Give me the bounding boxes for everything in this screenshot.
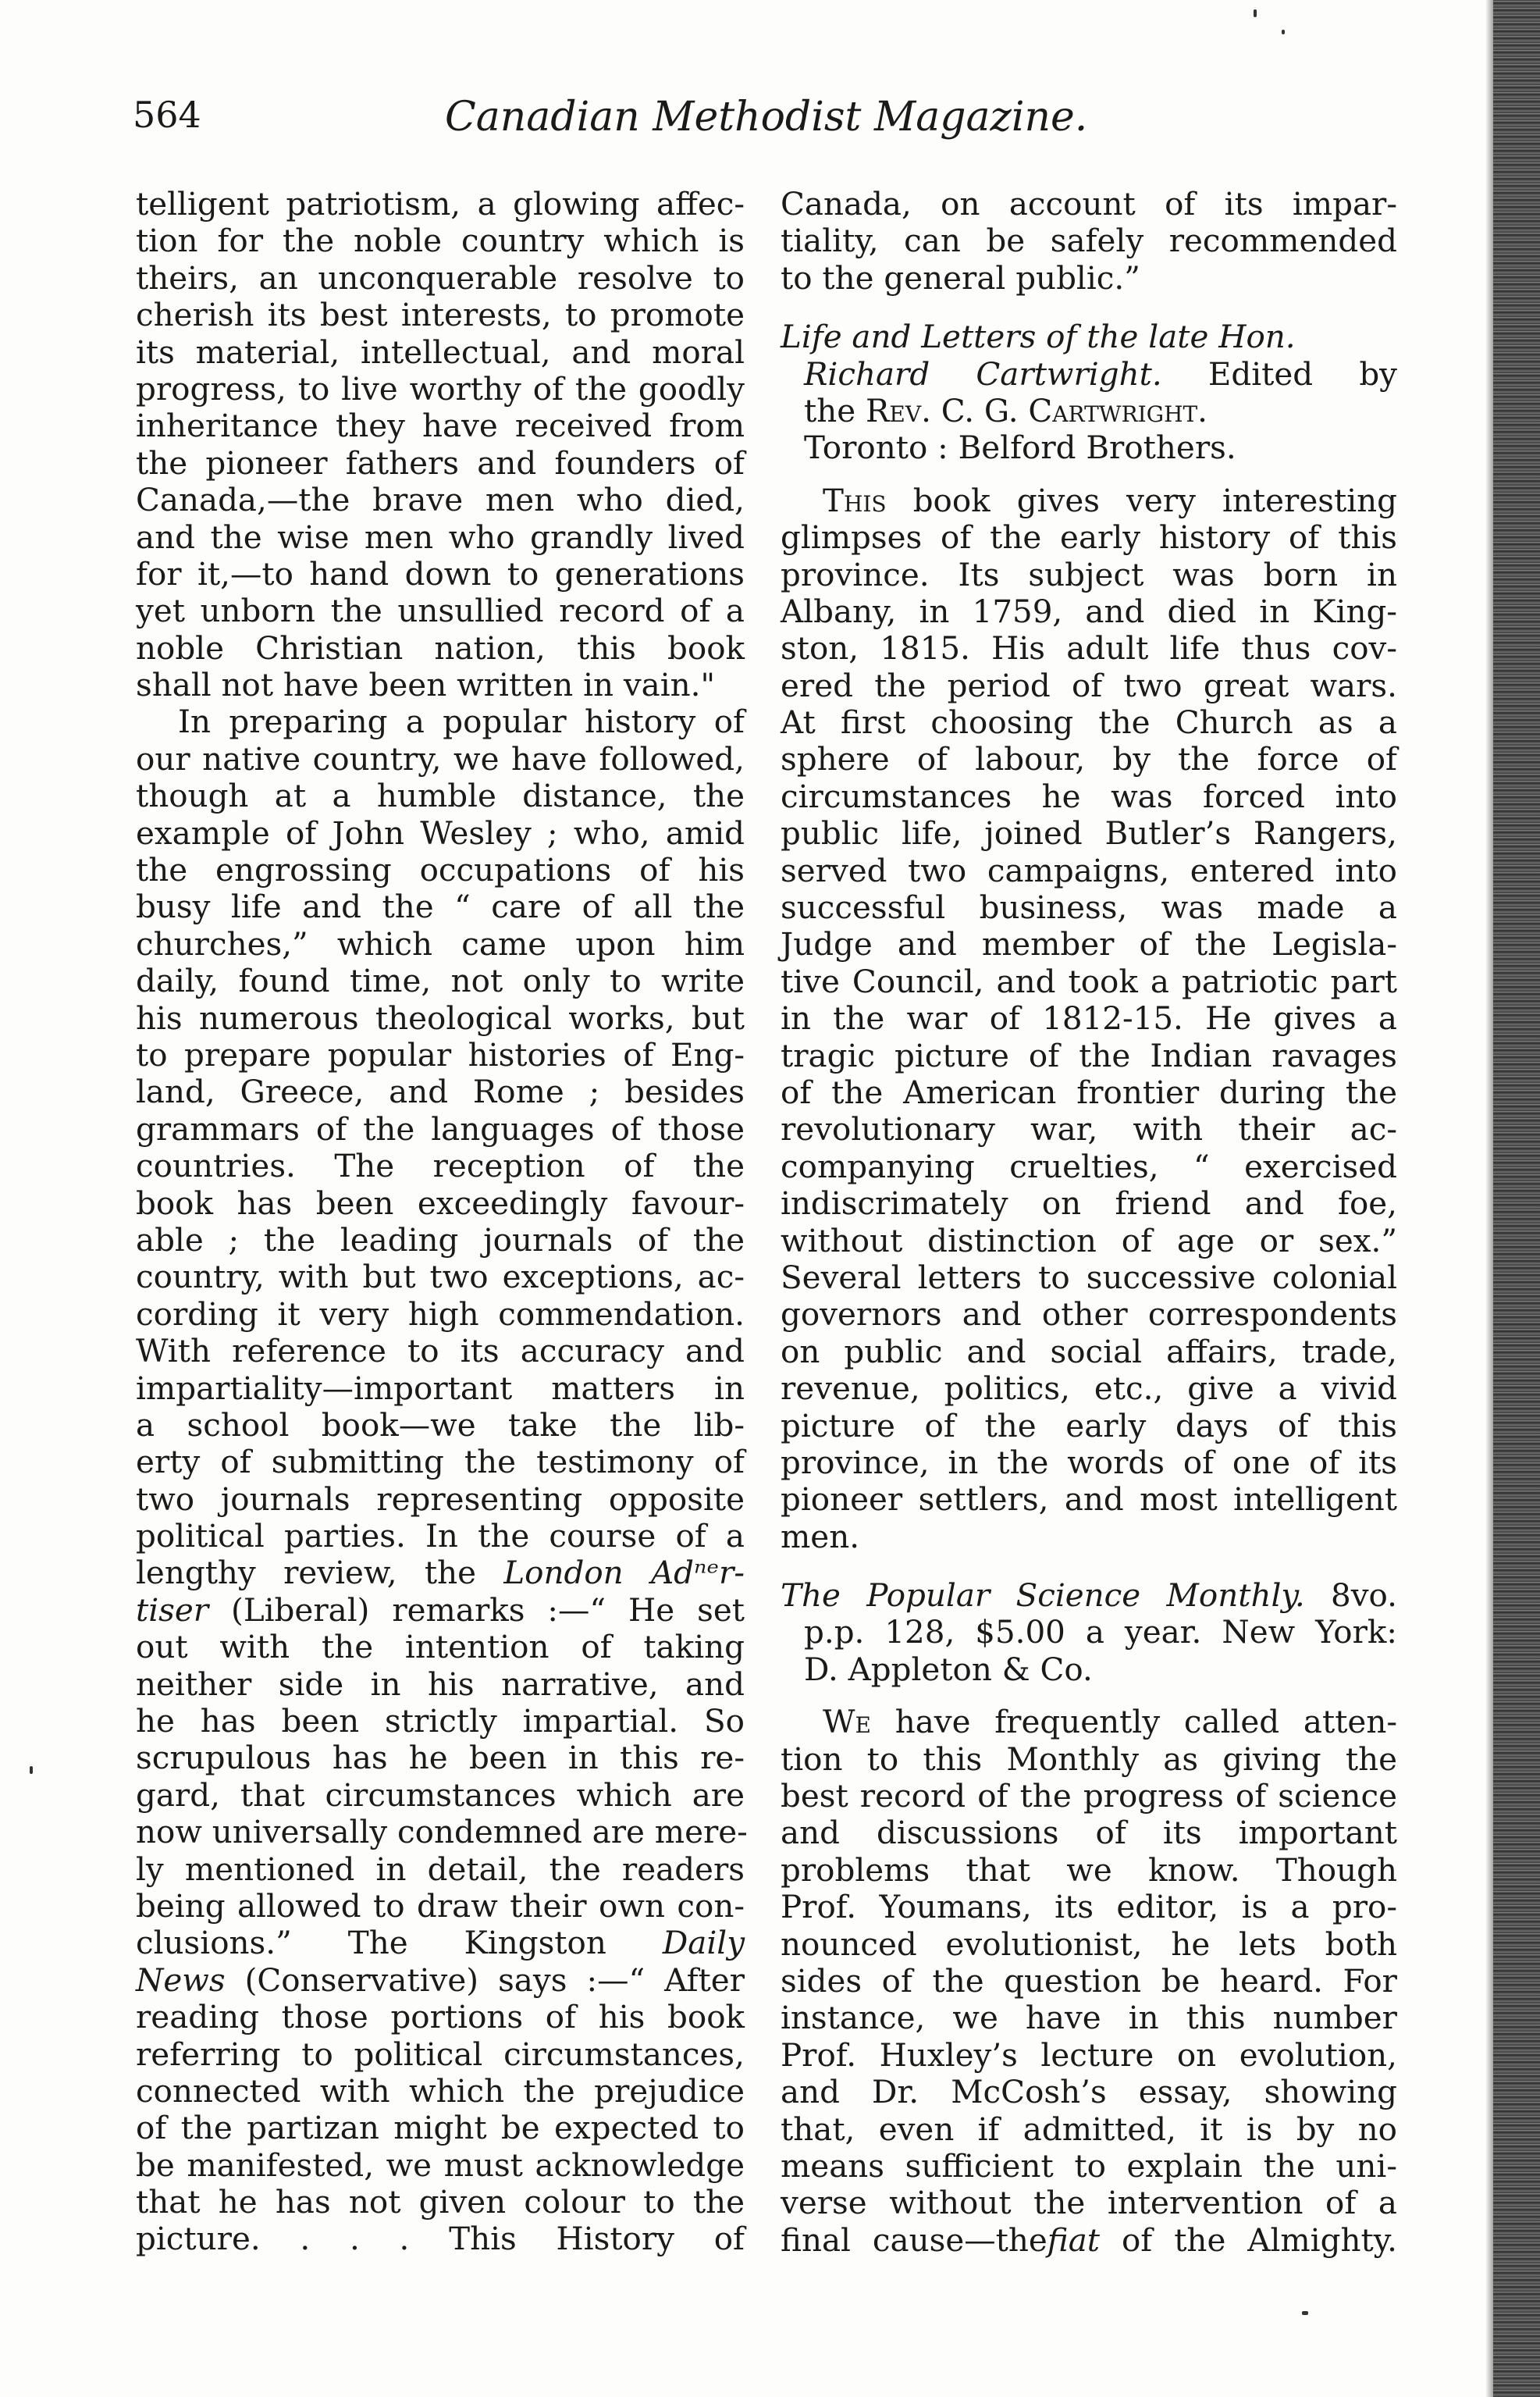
text-line: tion for the noble country which is (136, 222, 745, 260)
text-line: Albany, in 1759, and died in King- (781, 592, 1397, 630)
text-line: instance, we have in this number (781, 1999, 1397, 2037)
review-publisher-line: Toronto : Belford Brothers. (804, 429, 1236, 467)
review-title-line: Life and Letters of the late Hon. (781, 318, 1296, 356)
paragraph-start-line: In preparing a popular history of (178, 703, 745, 741)
latin-word-fiat: fiat (1047, 2221, 1101, 2259)
text-line: his numerous theological works, but (136, 999, 745, 1037)
text-line: to prepare popular histories of Eng- (136, 1035, 745, 1074)
section-gap (781, 467, 1397, 483)
text-line: successful business, was made a (781, 889, 1397, 927)
book-title-fragment: Richard Cartwright. (804, 354, 1162, 393)
text-line: inheritance they have received from (136, 407, 745, 445)
text-line: noble Christian nation, this book (136, 629, 745, 667)
lead-word: This (823, 481, 887, 519)
text-line: means sufficient to explain the uni- (781, 2146, 1397, 2185)
text-line: daily, found time, not only to write (136, 962, 745, 1000)
text-line: be manifested, we must acknowledge (136, 2146, 745, 2184)
text-line: province, in the words of one of its (781, 1443, 1397, 1481)
text-line-london-advertiser (136, 1555, 745, 1591)
print-speck (30, 1766, 33, 1774)
editor-name: Rev. C. G. Cartwright. (866, 391, 1208, 429)
text-line: the pioneer fathers and founders of (136, 443, 745, 482)
newspaper-title-fragment: tiser (136, 1590, 209, 1629)
text-fragment: 8vo. (1304, 1576, 1397, 1615)
text-line: in the war of 1812-15. He gives a (781, 999, 1397, 1038)
text-line: glimpses of the early history of this (781, 518, 1397, 557)
text-line: our native country, we have followed, (136, 739, 745, 778)
text-line: being allowed to draw their own con- (136, 1886, 745, 1925)
text-line: scrupulous has he been in this re- (136, 1739, 745, 1777)
text-line: without distinction of age or sex.” (781, 1221, 1397, 1259)
text-line: indiscrimately on friend and foe, (781, 1184, 1397, 1223)
text-line: best record of the progress of science (781, 1777, 1397, 1815)
text-fragment: (Liberal) remarks :—“ He set (208, 1590, 745, 1629)
section-gap (781, 297, 1397, 319)
left-column (136, 185, 748, 2258)
text-line: of the American frontier during the (781, 1073, 1397, 1111)
text-line: example of John Wesley ; who, amid (136, 814, 745, 852)
text-line: two journals representing opposite (136, 1480, 745, 1518)
text-line: men. (781, 1517, 860, 1555)
text-line: though at a humble distance, the (136, 777, 745, 815)
text-line: connected with which the prejudice (136, 2071, 745, 2110)
print-speck (1282, 30, 1285, 34)
text-line: telligent patriotism, a glowing affec- (136, 185, 745, 223)
text-line: and discussions of its important (781, 1814, 1397, 1852)
text-fragment: final cause—the (781, 2221, 1047, 2259)
review-cartwright (781, 319, 1397, 1555)
text-line-conservative (136, 1962, 745, 1999)
text-line: on public and social affairs, trade, (781, 1332, 1397, 1370)
section-gap (781, 1555, 1397, 1577)
text-line: served two campaigns, entered into (781, 851, 1397, 889)
text-line: churches,” which came upon him (136, 924, 745, 963)
text-fragment: (Conservative) says :—“ After (225, 1961, 745, 1999)
text-line-kingston (136, 1925, 745, 1961)
text-line: tion to this Monthly as giving the (781, 1740, 1397, 1778)
text-line: Judge and member of the Legisla- (781, 925, 1397, 963)
text-line: nounced evolutionist, he lets both (781, 1925, 1397, 1963)
text-fragment: lengthy review, the (136, 1554, 477, 1592)
text-line: that he has not given colour to the (136, 2183, 745, 2221)
text-line: tive Council, and took a patriotic part (781, 962, 1397, 1000)
text-line: With reference to its accuracy and (136, 1332, 745, 1370)
text-line: cherish its best interests, to promote (136, 296, 745, 334)
newspaper-title-news: News (136, 1961, 226, 1999)
text-line: revolutionary war, with their ac- (781, 1110, 1397, 1149)
text-line: its material, intellectual, and moral (136, 333, 745, 371)
text-line: verse without the intervention of a (781, 2184, 1397, 2222)
text-line: ston, 1815. His adult life thus cov- (781, 629, 1397, 668)
text-fragment: book gives very interesting (886, 481, 1397, 519)
text-fragment: the (804, 391, 866, 429)
text-fragment: have frequently called atten- (870, 1703, 1397, 1741)
text-line: theirs, an unconquerable resolve to (136, 258, 745, 297)
text-line: grammars of the languages of those (136, 1109, 745, 1148)
review-title-line (781, 1577, 1397, 1614)
text-line: ered the period of two great wars. (781, 666, 1397, 704)
text-line: able ; the leading journals of the (136, 1220, 745, 1259)
text-line: public life, joined Butler’s Rangers, (781, 814, 1397, 853)
text-line-final (781, 2222, 1397, 2259)
text-line: picture of the early days of this (781, 1406, 1397, 1444)
text-line: ly mentioned in detail, the readers (136, 1850, 745, 1888)
text-line: cording it very high commendation. (136, 1295, 745, 1333)
text-line: Canada, on account of its impar- (781, 185, 1397, 223)
text-line: a school book—we take the lib- (136, 1405, 745, 1444)
text-line: At first choosing the Church as a (781, 703, 1397, 742)
periodical-title: The Popular Science Monthly. (781, 1576, 1305, 1615)
text-line: picture. . . . This History of (136, 2220, 745, 2258)
review-editor-line (781, 393, 1397, 429)
text-line: out with the intention of taking (136, 1628, 745, 1666)
print-speck (1302, 2311, 1308, 2315)
text-line: companying cruelties, “ exercised (781, 1147, 1397, 1185)
text-line: Prof. Huxley’s lecture on evolution, (781, 2035, 1397, 2074)
text-line: yet unborn the unsullied record of a (136, 592, 745, 630)
text-line: of the partizan might be expected to (136, 2109, 745, 2147)
text-line: progress, to live worthy of the goodly (136, 369, 745, 408)
text-line: reading those portions of his book (136, 1998, 745, 2036)
text-line: revenue, politics, etc., give a vivid (781, 1369, 1397, 1408)
newspaper-title-london-advertiser: London Adⁿᵉr- (503, 1554, 745, 1592)
text-line: neither side in his narrative, and (136, 1665, 745, 1703)
text-line: Several letters to successive colonial (781, 1258, 1397, 1296)
text-line: problems that we know. Though (781, 1850, 1397, 1889)
text-line: now universally condemned are mere- (136, 1813, 748, 1851)
text-line: he has been strictly impartial. So (136, 1702, 745, 1740)
text-line: and Dr. McCosh’s essay, showing (781, 2073, 1397, 2111)
running-title: Canadian Methodist Magazine. (445, 94, 1088, 141)
lead-word: We (823, 1703, 871, 1741)
text-line: busy life and the “ care of all the (136, 888, 745, 926)
newspaper-title-daily: Daily (662, 1924, 745, 1962)
text-line: the engrossing occupations of his (136, 851, 745, 889)
text-line: tragic picture of the Indian ravages (781, 1036, 1397, 1074)
page-number: 564 (133, 94, 201, 136)
text-line: shall not have been written in vain." (136, 666, 716, 704)
right-column (781, 186, 1397, 2259)
text-line: sides of the question be heard. For (781, 1961, 1397, 2000)
text-line: circumstances he was forced into (781, 777, 1397, 815)
text-line: land, Greece, and Rome ; besides (136, 1073, 745, 1111)
review-publisher-line: D. Appleton & Co. (804, 1650, 1093, 1688)
text-line: governors and other correspondents (781, 1295, 1397, 1334)
text-fragment: clusions.” The Kingston (136, 1924, 606, 1962)
section-gap (781, 1688, 1397, 1704)
text-line: erty of submitting the testimony of (136, 1443, 745, 1481)
text-line: sphere of labour, by the force of (781, 740, 1397, 778)
text-line: gard, that circumstances which are (136, 1775, 745, 1814)
text-line: impartiality—important matters in (136, 1369, 745, 1407)
review-price-line: p.p. 128, $5.00 a year. New York: (804, 1613, 1397, 1651)
text-line: that, even if admitted, it is by no (781, 2110, 1397, 2148)
text-line: for it,—to hand down to generations (136, 554, 745, 593)
text-line: to the general public.” (781, 258, 1140, 297)
text-line: countries. The reception of the (136, 1147, 745, 1185)
print-speck (1254, 9, 1257, 17)
text-fragment: Edited by (1161, 354, 1397, 393)
page-header (133, 94, 1413, 156)
text-line: and the wise men who grandly lived (136, 518, 745, 556)
text-line: referring to political circumstances, (136, 2035, 745, 2073)
review-title-line (781, 356, 1397, 393)
text-line-liberal (136, 1592, 745, 1629)
text-line: country, with but two exceptions, ac- (136, 1258, 745, 1296)
text-line: political parties. In the course of a (136, 1517, 745, 1555)
paragraph-start-line (781, 1704, 1397, 1740)
paragraph-start-line (781, 483, 1397, 519)
text-line: Prof. Youmans, its editor, is a pro- (781, 1888, 1397, 1926)
text-line: province. Its subject was born in (781, 555, 1397, 593)
binding-edge (1493, 0, 1540, 2397)
review-popular-science (781, 1577, 1397, 2259)
text-line: pioneer settlers, and most intelligent (781, 1480, 1397, 1519)
text-line: Canada,—the brave men who died, (136, 481, 745, 519)
text-fragment: of the Almighty. (1100, 2221, 1397, 2259)
text-line: book has been exceedingly favour- (136, 1184, 745, 1222)
text-line: tiality, can be safely recommended (781, 222, 1397, 260)
